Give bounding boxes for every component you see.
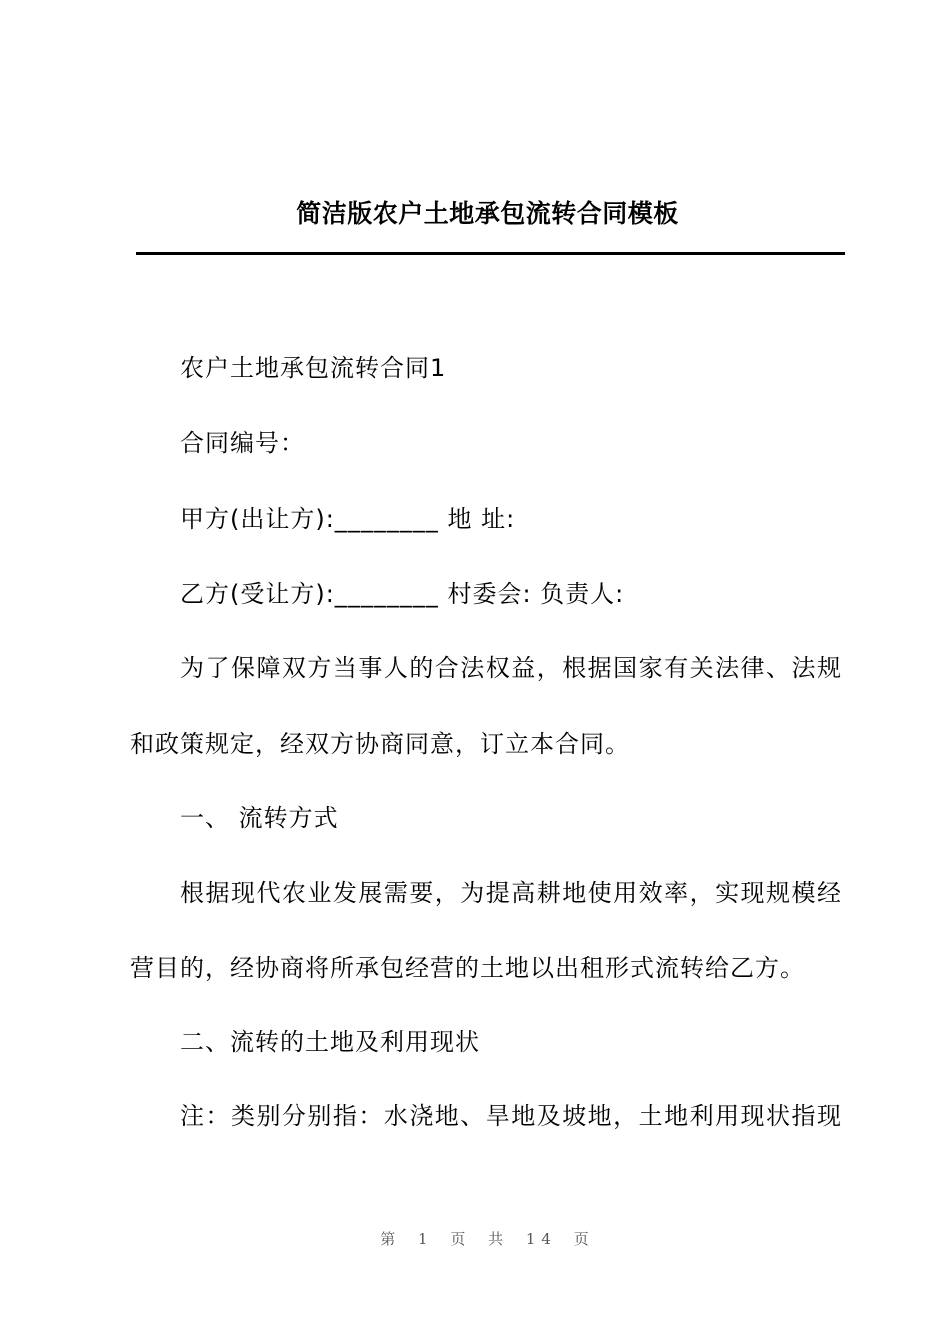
page-number-footer: 第 1 页 共 14 页 <box>380 1230 595 1248</box>
section-heading: 一、 流转方式 <box>180 804 339 832</box>
contract-number-line: 合同编号： <box>180 429 305 457</box>
title-divider <box>136 252 845 255</box>
paragraph-line: 注：类别分别指：水浇地、旱地及坡地，土地利用现状指现 <box>180 1102 842 1130</box>
paragraph-line: 根据现代农业发展需要，为提高耕地使用效率，实现规模经 <box>180 879 842 907</box>
document-title: 简洁版农户土地承包流转合同模板 <box>296 199 679 228</box>
party-b-line: 乙方(受让方):________ 村委会: 负责人: <box>180 580 625 608</box>
contract-heading: 农户土地承包流转合同1 <box>180 354 447 382</box>
paragraph-line: 和政策规定，经双方协商同意，订立本合同。 <box>130 730 630 758</box>
party-a-line: 甲方(出让方):________ 地 址: <box>180 505 516 533</box>
paragraph-line: 营目的，经协商将所承包经营的土地以出租形式流转给乙方。 <box>130 954 805 982</box>
section-heading: 二、流转的土地及利用现状 <box>180 1028 480 1056</box>
paragraph-line: 为了保障双方当事人的合法权益，根据国家有关法律、法规 <box>180 654 842 682</box>
